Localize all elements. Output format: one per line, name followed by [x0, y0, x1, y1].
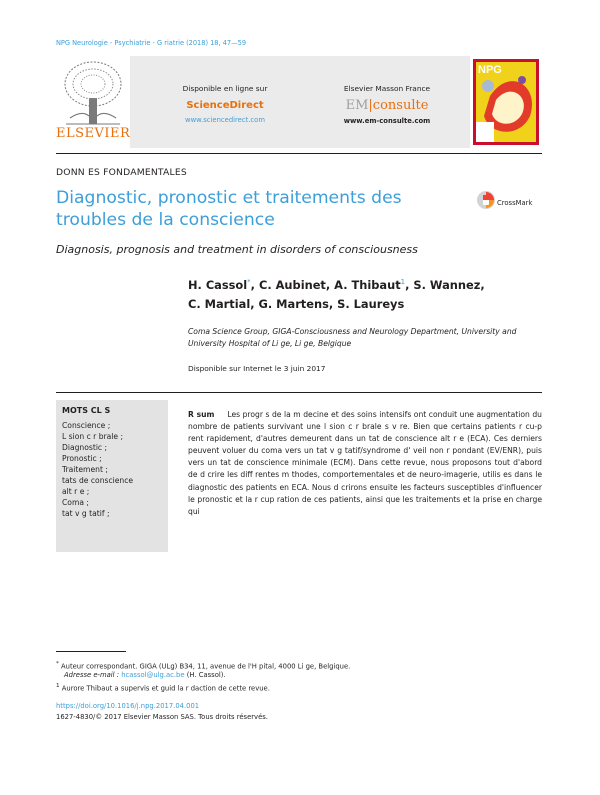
keywords-title: MOTS CL S: [62, 406, 111, 415]
english-title: Diagnosis, prognosis and treatment in disorders of consciousness: [56, 243, 418, 256]
doi-link[interactable]: https://doi.org/10.1016/j.npg.2017.04.001: [56, 702, 200, 710]
journal-cover-title: NPG: [478, 64, 502, 76]
abstract: [188, 409, 542, 518]
section-label: DONN ES FONDAMENTALES: [56, 167, 187, 178]
keyword-item: alt r e ;: [62, 487, 90, 496]
email-link[interactable]: hcassol@ulg.ac.be: [121, 671, 185, 679]
author-name: C. Martial, G. Martens, S. Laureys: [188, 296, 405, 311]
emconsulte-publisher: Elsevier Masson France: [343, 84, 431, 93]
online-date: Disponible sur Internet le 3 juin 2017: [188, 364, 326, 373]
author-name: , C. Aubinet, A. Thibaut: [250, 277, 401, 292]
author-name: , S. Wannez,: [405, 277, 485, 292]
keywords-box: [56, 400, 168, 552]
divider: [56, 392, 542, 393]
journal-reference: NPG Neurologie - Psychiatrie - G riatrie (2018) 18, 47—59: [56, 39, 247, 47]
divider: [56, 153, 542, 154]
emconsulte-block: [312, 84, 462, 125]
sciencedirect-available-text: Disponible en ligne sur: [182, 84, 268, 93]
journal-cover-image: [470, 56, 542, 148]
crossmark-icon: [476, 190, 496, 210]
keyword-item: tat v g tatif ;: [62, 509, 110, 518]
affiliation: Coma Science Group, GIGA-Consciousness and Neurology Department, University and University Hospital of Li ge, Li ge, Belgique: [188, 327, 517, 348]
emconsulte-logo: EM|consulte: [345, 98, 429, 113]
copyright: 1627-4830/© 2017 Elsevier Masson SAS. Tous droits réservés.: [56, 713, 268, 721]
author-list: [188, 273, 518, 314]
keyword-item: Traitement ;: [62, 465, 108, 474]
footnote-email: Adresse e-mail : hcassol@ulg.ac.be (H. Cassol).: [64, 671, 226, 679]
footnote-corresponding: * Auteur correspondant. GIGA (ULg) B34, 11, avenue de l'H pital, 4000 Li ge, Belgique.: [56, 661, 351, 671]
keyword-item: Conscience ;: [62, 421, 111, 430]
abstract-label: R sum: [188, 410, 218, 419]
elsevier-tree-icon: [62, 60, 124, 126]
author-name: H. Cassol: [188, 277, 248, 292]
keyword-item: Coma ;: [62, 498, 89, 507]
crossmark-label: CrossMark: [497, 199, 533, 207]
emconsulte-link[interactable]: www.em-consulte.com: [343, 117, 431, 125]
elsevier-wordmark: ELSEVIER: [56, 126, 131, 141]
article-title: Diagnostic, pronostic et traitements des troubles de la conscience: [56, 188, 402, 230]
keyword-item: L sion c r brale ;: [62, 432, 124, 441]
keyword-item: tats de conscience: [62, 476, 134, 485]
footnote-1: $^1$ Aurore Thibaut a supervis et guid la r daction de cette revue.: [56, 683, 270, 693]
keywords-list: [62, 420, 133, 519]
footnote-divider: [56, 651, 126, 652]
footnote-mark[interactable]: 1: [400, 278, 406, 286]
abstract-text: Les progr s de la m decine et des soins intensifs ont conduit une augmentation du nombre de patients survivant une l sion c r brale s v re. Bien que certains patients r cu-p rent rapidement, d'autres demeurent dans un tat de conscience alt r e (ECA). Ces derniers peuvent voluer du coma vers un tat v g tatif/syndrome d' veil non r pondant (EV/ENR), puis vers un tat de conscience minimale (ECM). Dans cette revue, nous proposons tout d'abord de d crire les diff rentes m thodes, comportementales et de neuro-imagerie, utilis es dans le diagnostic des patients en ECA. Nous d crirons ensuite les facteurs susceptibles d'influencer le pronostic et la r cup ration de ces patients, ainsi que les traitements et la prise en charge qui: [188, 410, 542, 516]
sciencedirect-block: [150, 84, 300, 124]
journal-cover: [470, 56, 542, 148]
sciencedirect-link[interactable]: www.sciencedirect.com: [185, 116, 265, 124]
elsevier-logo: [56, 56, 130, 148]
corresponding-mark[interactable]: *: [247, 278, 251, 286]
keyword-item: Diagnostic ;: [62, 443, 108, 452]
sciencedirect-name: ScienceDirect: [186, 100, 264, 111]
keyword-item: Pronostic ;: [62, 454, 102, 463]
